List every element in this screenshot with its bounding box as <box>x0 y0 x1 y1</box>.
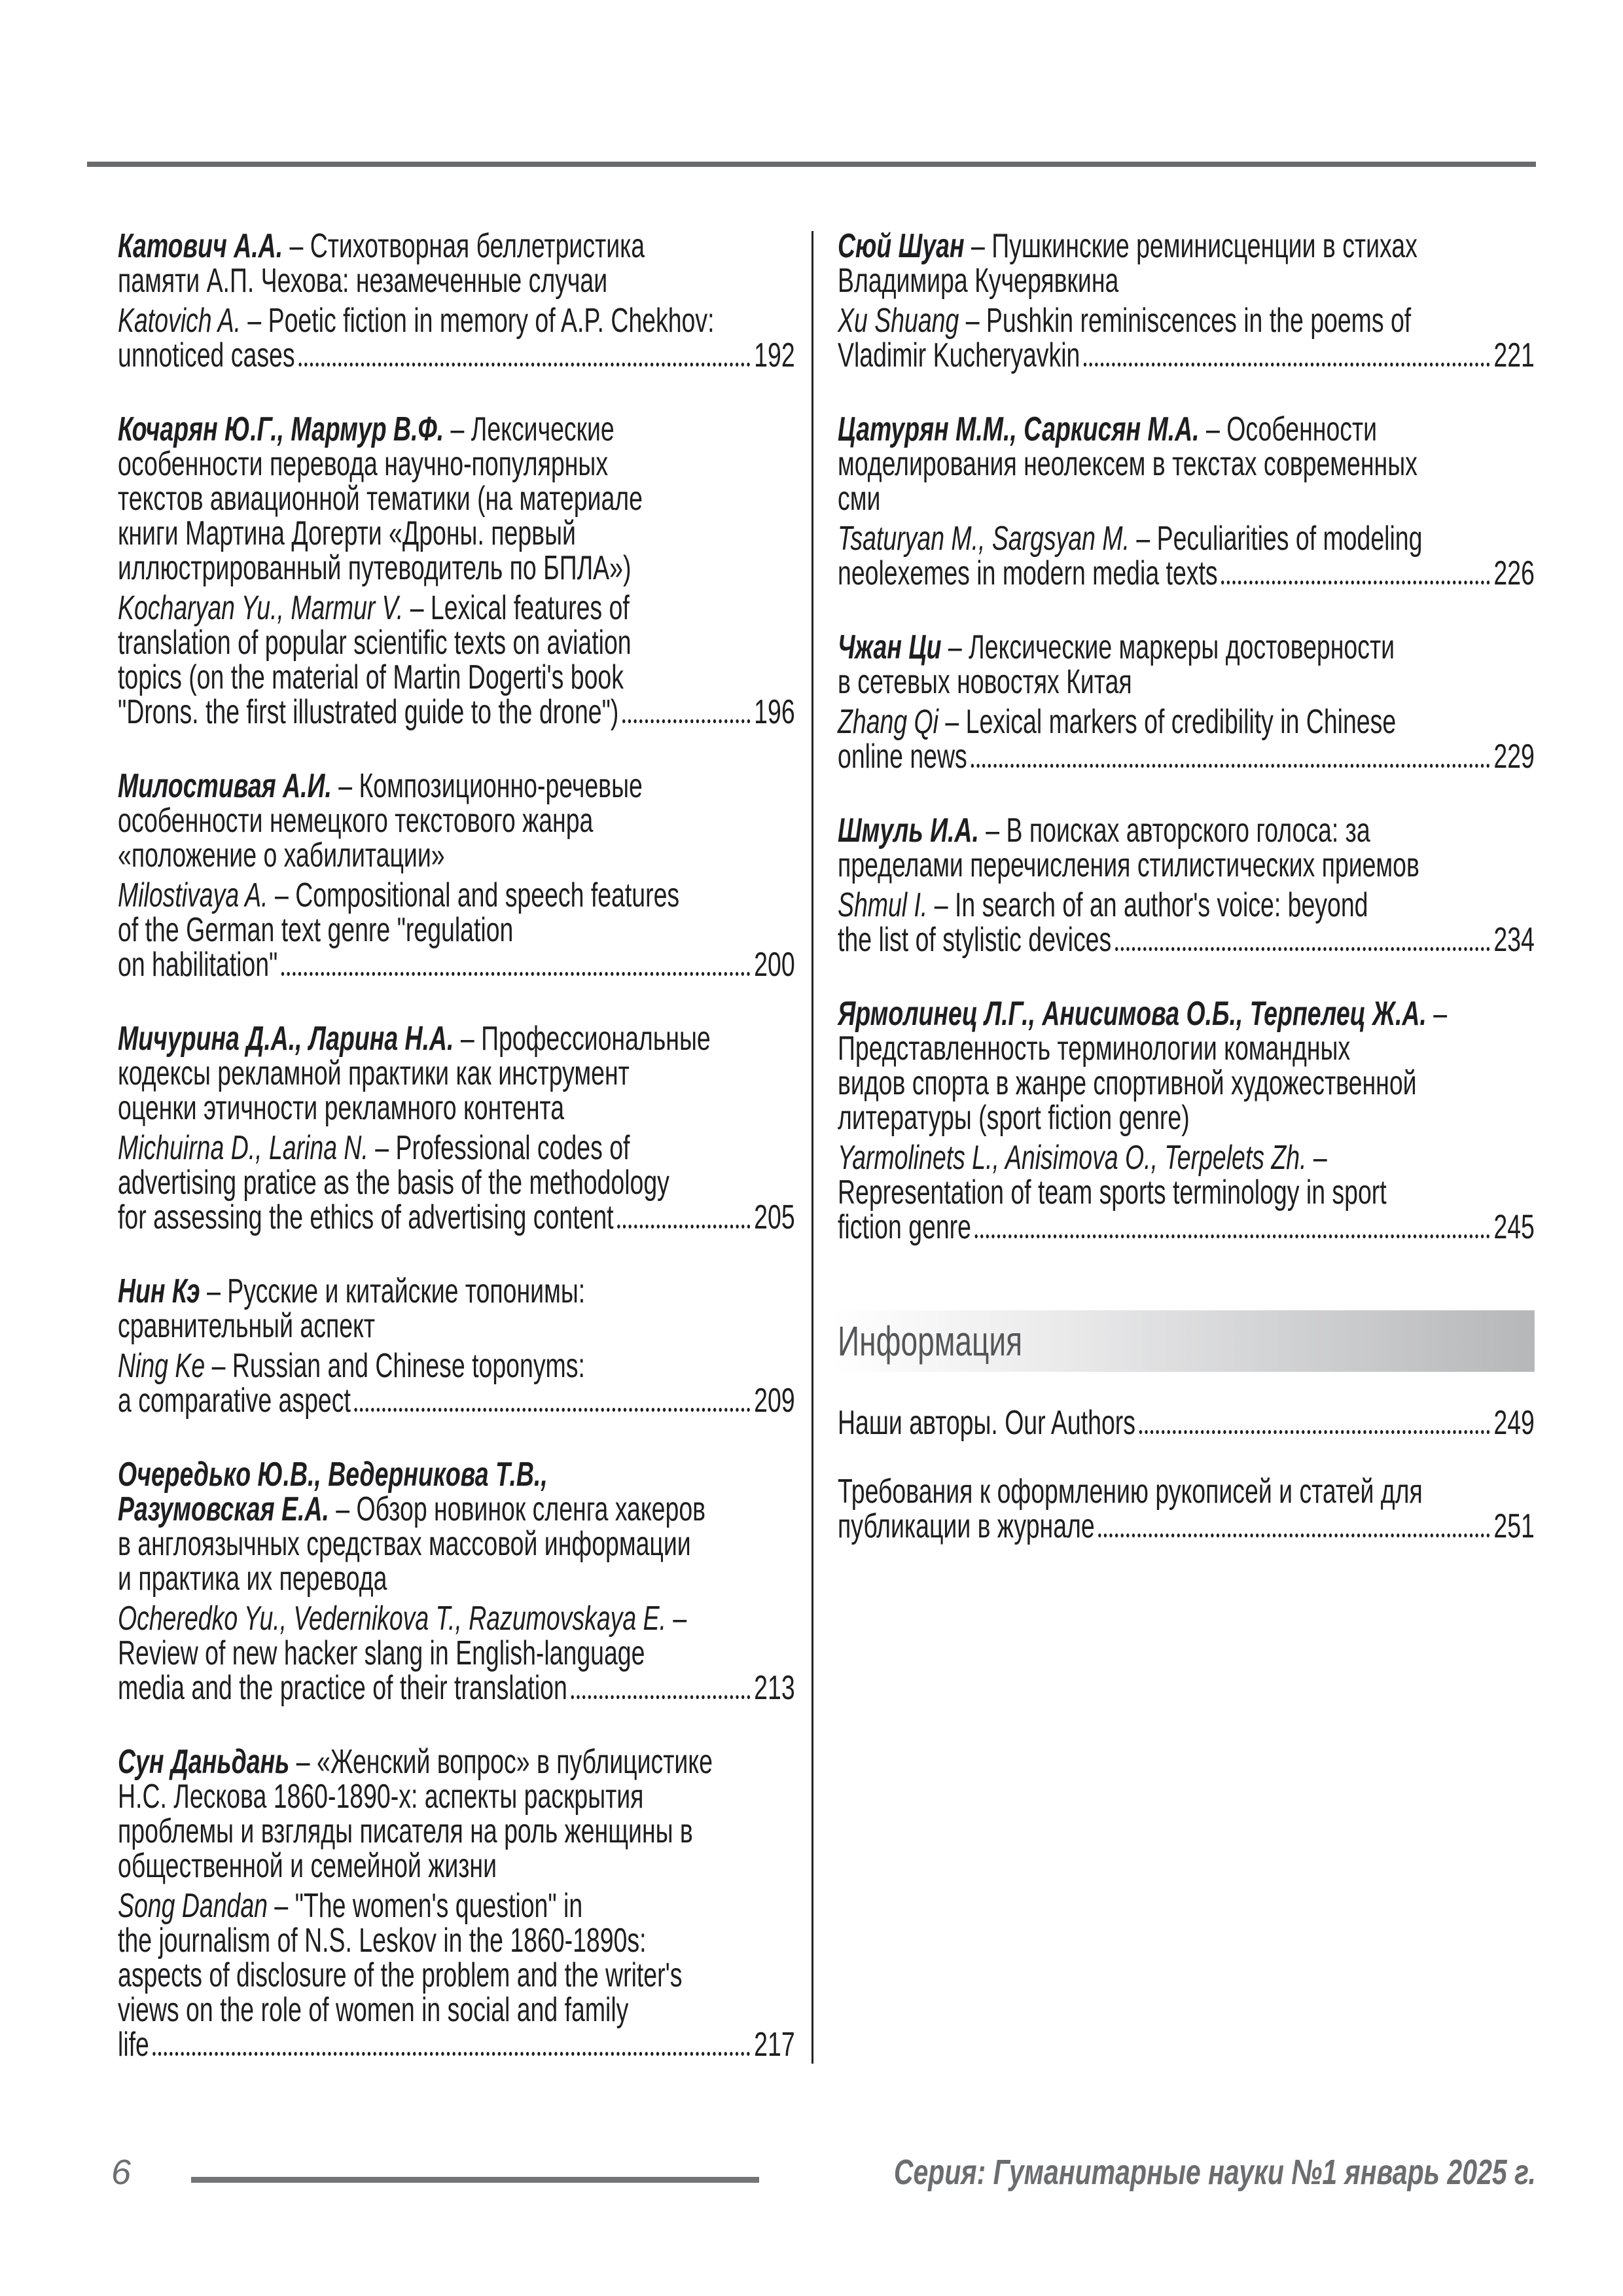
author-name-en: Katovich A. <box>118 302 241 340</box>
toc-line <box>118 1958 795 1993</box>
toc-line <box>118 1166 795 1200</box>
dot-leader <box>1098 1534 1489 1537</box>
toc-line <box>118 1636 795 1671</box>
title-text: – Лексические <box>444 410 615 448</box>
author-name-ru: Чжан Ци <box>838 628 942 666</box>
toc-line <box>838 630 1535 665</box>
entry-english-block <box>118 304 795 373</box>
dot-leader <box>1084 363 1490 367</box>
title-text: – <box>666 1600 687 1638</box>
page-number-ref: 229 <box>1493 738 1535 776</box>
title-text: – Peculiarities of modeling <box>1129 520 1423 558</box>
toc-line <box>118 878 795 913</box>
title-text: a comparative aspect <box>118 1382 351 1420</box>
toc-line <box>838 848 1535 883</box>
dot-leader <box>298 363 750 367</box>
toc-line <box>838 1101 1535 1136</box>
toc-entry <box>118 412 795 730</box>
toc-line <box>118 1309 795 1344</box>
toc-entry <box>838 630 1535 774</box>
title-text: fiction genre <box>838 1208 971 1246</box>
title-text: media and the practice of their translation <box>118 1669 567 1707</box>
entry-russian-block <box>838 997 1535 1136</box>
title-text: публикации в журнале <box>838 1507 1095 1545</box>
dot-leader <box>1221 581 1489 584</box>
title-text: – Russian and Chinese toponyms: <box>205 1347 585 1385</box>
title-text: life <box>118 2026 149 2064</box>
entry-russian-block <box>838 814 1535 883</box>
title-text: – Русские и китайские топонимы: <box>200 1272 586 1310</box>
entry-english-block <box>838 888 1535 958</box>
toc-line <box>118 1349 795 1384</box>
dot-leader <box>281 972 750 976</box>
toc-line <box>118 1492 795 1527</box>
author-name-en: Yarmolinets L., Anisimova O., Terpelets Zh. <box>838 1139 1307 1177</box>
toc-line <box>838 1141 1535 1175</box>
toc-line <box>118 1924 795 1958</box>
title-text: особенности немецкого текстового жанра <box>118 802 594 840</box>
title-text: for assessing the ethics of advertising content <box>118 1198 614 1236</box>
author-name-en: Ocheredko Yu., Vedernikova T., Razumovskaya E. <box>118 1600 666 1638</box>
entry-english-block <box>118 1602 795 1706</box>
toc-line <box>118 1458 795 1492</box>
toc-line <box>838 997 1535 1031</box>
toc-line <box>838 338 1535 373</box>
author-name-en: Xu Shuang <box>838 302 959 340</box>
toc-entry <box>838 229 1535 373</box>
title-text: Владимира Кучерявкина <box>838 262 1119 300</box>
toc-line <box>118 1274 795 1309</box>
toc-line <box>118 626 795 660</box>
entry-russian-block <box>118 1458 795 1596</box>
title-text: – <box>1426 995 1448 1033</box>
page-number-ref: 217 <box>754 2026 795 2064</box>
title-text: Vladimir Kucheryavkin <box>838 336 1080 374</box>
toc-line <box>838 1475 1535 1509</box>
toc-line <box>118 695 795 730</box>
title-text: the list of stylistic devices <box>838 921 1112 959</box>
title-text: – Compositional and speech features <box>268 876 680 914</box>
toc-entry <box>118 1274 795 1418</box>
toc-line <box>118 1814 795 1849</box>
title-text: – <box>1306 1139 1327 1177</box>
title-text: иллюстрированный путеводитель по БПЛА») <box>118 549 632 587</box>
entry-russian-block <box>118 229 795 298</box>
page-number-ref: 249 <box>1493 1404 1535 1442</box>
page-number-ref: 192 <box>754 336 795 374</box>
title-text: пределами перечисления стилистических приемов <box>838 846 1419 884</box>
footer-page-number: 6 <box>111 2153 132 2192</box>
toc-entry <box>118 1022 795 1235</box>
title-text: в англоязычных средствах массовой информации <box>118 1525 691 1563</box>
title-text: – Professional codes of <box>368 1129 630 1167</box>
toc-line <box>118 1562 795 1596</box>
entry-russian-block <box>118 1274 795 1344</box>
entry-english-block <box>838 1141 1535 1245</box>
title-text: сравнительный аспект <box>118 1307 375 1345</box>
toc-entry <box>118 1745 795 2062</box>
author-name-en: Shmul I. <box>838 886 928 924</box>
title-text: the journalism of N.S. Leskov in the 1860-1890s: <box>118 1922 647 1960</box>
title-text: «положение о хабилитации» <box>118 836 445 874</box>
author-name-ru: Нин Кэ <box>118 1272 200 1310</box>
author-name-en: Michuirna D., Larina N. <box>118 1129 368 1167</box>
toc-entry <box>838 1475 1535 1544</box>
toc-entry <box>838 814 1535 958</box>
toc-line <box>118 516 795 551</box>
author-name-en: Zhang Qi <box>838 703 939 741</box>
title-text: "Drons. the first illustrated guide to the drone") <box>118 693 619 731</box>
toc-entry <box>838 412 1535 591</box>
author-name-en: Song Dandan <box>118 1887 268 1925</box>
toc-line <box>838 1066 1535 1101</box>
entry-english-block <box>838 522 1535 591</box>
toc-entry <box>838 997 1535 1245</box>
page-number-ref: 200 <box>754 946 795 984</box>
entry-russian-block <box>118 412 795 586</box>
toc-line <box>118 447 795 482</box>
entry-english-block <box>838 705 1535 774</box>
author-name-en: Milostivaya A. <box>118 876 268 914</box>
title-text: – Профессиональные <box>454 1020 711 1058</box>
author-name-ru: Шмуль И.А. <box>838 812 979 850</box>
footer-issue-line: Серия: Гуманитарные науки №1 январь 2025 г. <box>893 2153 1536 2192</box>
title-text: Требования к оформлению рукописей и статей для <box>838 1473 1423 1511</box>
author-name-en: Ning Ke <box>118 1347 205 1385</box>
page-number-ref: 205 <box>754 1198 795 1236</box>
author-name-ru: Кочарян Ю.Г., Мармур В.Ф. <box>118 410 444 448</box>
title-text: сми <box>838 480 881 518</box>
toc-line <box>838 264 1535 298</box>
title-text: – Композиционно-речевые <box>331 767 643 805</box>
page-number-ref: 213 <box>754 1669 795 1707</box>
toc-line <box>118 1671 795 1706</box>
title-text: – Обзор новинок сленга хакеров <box>329 1490 706 1528</box>
author-name-ru: Ярмолинец Л.Г., Анисимова О.Б., Терпелец Ж.А. <box>838 995 1427 1033</box>
title-text: и практика их перевода <box>118 1560 387 1598</box>
title-text: Review of new hacker slang in English-language <box>118 1634 645 1672</box>
title-text: Представленность терминологии командных <box>838 1030 1351 1067</box>
title-text: – In search of an author's voice: beyond <box>927 886 1368 924</box>
toc-line <box>118 1022 795 1056</box>
toc-line <box>118 1745 795 1780</box>
footer-rule <box>191 2177 759 2183</box>
entry-russian-block <box>838 630 1535 700</box>
title-text: advertising pratice as the basis of the methodology <box>118 1164 669 1202</box>
toc-right-entries <box>838 229 1535 1245</box>
entry-russian-block <box>118 1745 795 1884</box>
toc-line <box>838 522 1535 556</box>
dot-leader <box>1139 1430 1490 1434</box>
author-name-ru: Сюй Шуан <box>838 227 965 265</box>
toc-line <box>838 1175 1535 1210</box>
author-name-ru: Разумовская Е.А. <box>118 1490 329 1528</box>
toc-entry <box>118 1458 795 1706</box>
toc-line <box>118 660 795 695</box>
toc-line <box>838 229 1535 264</box>
author-name-ru: Сун Даньдань <box>118 1743 290 1781</box>
toc-line <box>838 304 1535 338</box>
toc-line <box>118 1602 795 1636</box>
toc-line <box>838 1406 1535 1441</box>
toc-line <box>118 551 795 586</box>
entry-english-block <box>118 1131 795 1235</box>
title-text: – «Женский вопрос» в публицистике <box>289 1743 713 1781</box>
entry-english-block <box>118 878 795 982</box>
author-name-ru: Мичурина Д.А., Ларина Н.А. <box>118 1020 454 1058</box>
title-text: в сетевых новостях Китая <box>838 663 1132 701</box>
title-text: topics (on the material of Martin Dogerti's book <box>118 658 624 696</box>
toc-entry <box>118 229 795 373</box>
entry-russian-block <box>838 412 1535 516</box>
title-text: unnoticed cases <box>118 336 295 374</box>
title-text: – В поисках авторского голоса: за <box>978 812 1370 850</box>
title-text: общественной и семейной жизни <box>118 1847 497 1885</box>
toc-line <box>118 264 795 298</box>
top-rule <box>87 162 1536 167</box>
toc-line <box>118 1993 795 2028</box>
toc-line <box>838 556 1535 591</box>
author-name-ru: Цатурян М.М., Саркисян М.А. <box>838 410 1200 448</box>
toc-line <box>118 2028 795 2062</box>
toc-line <box>118 769 795 804</box>
title-text: Н.С. Лескова 1860-1890-х: аспекты раскрытия <box>118 1778 644 1816</box>
toc-entry <box>118 769 795 982</box>
page-number-ref: 221 <box>1493 336 1535 374</box>
entry-english-block <box>838 304 1535 373</box>
column-divider <box>812 231 813 2064</box>
entry-russian-block <box>838 1406 1535 1441</box>
title-text: – "The women's question" in <box>267 1887 583 1925</box>
title-text: литературы (sport fiction genre) <box>838 1099 1190 1137</box>
author-name-en: Kocharyan Yu., Marmur V. <box>118 589 404 627</box>
toc-line <box>118 1780 795 1814</box>
title-text: Representation of team sports terminology in sport <box>838 1174 1387 1211</box>
title-text: книги Мартина Догерти «Дроны. первый <box>118 514 576 552</box>
title-text: – Lexical markers of credibility in Chinese <box>938 703 1397 741</box>
toc-line <box>118 338 795 373</box>
title-text: памяти А.П. Чехова: незамеченные случаи <box>118 262 608 300</box>
entry-russian-block <box>118 769 795 873</box>
toc-line <box>118 1200 795 1235</box>
title-text: aspects of disclosure of the problem and the writer's <box>118 1956 683 1994</box>
toc-line <box>838 888 1535 923</box>
toc-line <box>118 1131 795 1166</box>
title-text: – Pushkin reminiscences in the poems of <box>959 302 1412 340</box>
entry-english-block <box>118 1349 795 1418</box>
toc-line <box>118 804 795 838</box>
title-text: моделирования неолексем в текстах современных <box>838 445 1418 483</box>
title-text: проблемы и взгляды писателя на роль женщины в <box>118 1812 693 1850</box>
info-section <box>838 1310 1535 1544</box>
toc-line <box>118 412 795 447</box>
page-number-ref: 251 <box>1493 1507 1535 1545</box>
dot-leader <box>355 1408 751 1412</box>
title-text: views on the role of women in social and family <box>118 1991 629 2029</box>
toc-line <box>118 1384 795 1418</box>
page-number-ref: 245 <box>1493 1208 1535 1246</box>
dot-leader <box>617 1225 750 1229</box>
entry-russian-block <box>118 1022 795 1126</box>
entry-russian-block <box>838 1475 1535 1544</box>
dot-leader <box>622 719 750 723</box>
title-text: – Стихотворная беллетристика <box>283 227 645 265</box>
toc-line <box>118 1849 795 1884</box>
title-text: – Особенности <box>1199 410 1378 448</box>
toc-line <box>118 482 795 516</box>
toc-line <box>118 1527 795 1562</box>
toc-line <box>838 740 1535 774</box>
info-section-header-bar <box>831 1310 1535 1372</box>
toc-line <box>118 304 795 338</box>
title-text: online news <box>838 738 967 776</box>
dot-leader <box>571 1695 751 1699</box>
title-text: – Пушкинские реминисценции в стихах <box>964 227 1418 265</box>
toc-line <box>838 447 1535 482</box>
dot-leader <box>153 2052 751 2056</box>
entry-english-block <box>118 591 795 730</box>
toc-line <box>118 948 795 982</box>
toc-line <box>838 482 1535 516</box>
title-text: – Лексические маркеры достоверности <box>941 628 1395 666</box>
author-name-ru: Очередько Ю.В., Ведерникова Т.В., <box>118 1456 548 1494</box>
dot-leader <box>1115 947 1490 951</box>
title-text: neolexemes in modern media texts <box>838 554 1218 592</box>
toc-line <box>838 705 1535 740</box>
page-number-ref: 234 <box>1493 921 1535 959</box>
toc-left-column <box>118 229 795 2102</box>
page-number-ref: 196 <box>754 693 795 731</box>
title-text: Наши авторы. Our Authors <box>838 1404 1135 1442</box>
toc-line <box>838 814 1535 848</box>
title-text: оценки этичности рекламного контента <box>118 1089 565 1127</box>
toc-line <box>118 913 795 948</box>
title-text: – Poetic fiction in memory of A.P. Chekhov: <box>240 302 715 340</box>
title-text: кодексы рекламной практики как инструмент <box>118 1054 630 1092</box>
toc-line <box>118 229 795 264</box>
toc-right-column <box>838 229 1535 1544</box>
info-section-title: Информация <box>838 1317 1023 1365</box>
toc-line <box>118 1889 795 1924</box>
dot-leader <box>971 764 1489 768</box>
toc-line <box>838 1210 1535 1245</box>
author-name-en: Tsaturyan M., Sargsyan M. <box>838 520 1130 558</box>
title-text: – Lexical features of <box>403 589 630 627</box>
title-text: видов спорта в жанре спортивной художественной <box>838 1064 1417 1102</box>
toc-line <box>838 412 1535 447</box>
title-text: on habilitation" <box>118 946 278 984</box>
entry-english-block <box>118 1889 795 2062</box>
info-items <box>838 1406 1535 1544</box>
toc-line <box>838 665 1535 700</box>
dot-leader <box>975 1234 1490 1238</box>
author-name-ru: Катович А.А. <box>118 227 283 265</box>
toc-line <box>838 1031 1535 1066</box>
toc-line <box>838 1509 1535 1544</box>
title-text: текстов авиационной тематики (на материале <box>118 480 643 518</box>
toc-line <box>118 1091 795 1126</box>
title-text: особенности перевода научно-популярных <box>118 445 609 483</box>
toc-entry <box>838 1406 1535 1441</box>
toc-line <box>118 1056 795 1091</box>
title-text: translation of popular scientific texts on aviation <box>118 624 632 662</box>
page-number-ref: 209 <box>754 1382 795 1420</box>
toc-line <box>118 591 795 626</box>
toc-line <box>118 838 795 873</box>
page-number-ref: 226 <box>1493 554 1535 592</box>
title-text: of the German text genre "regulation <box>118 911 514 949</box>
entry-russian-block <box>838 229 1535 298</box>
toc-line <box>838 923 1535 958</box>
author-name-ru: Милостивая А.И. <box>118 767 332 805</box>
